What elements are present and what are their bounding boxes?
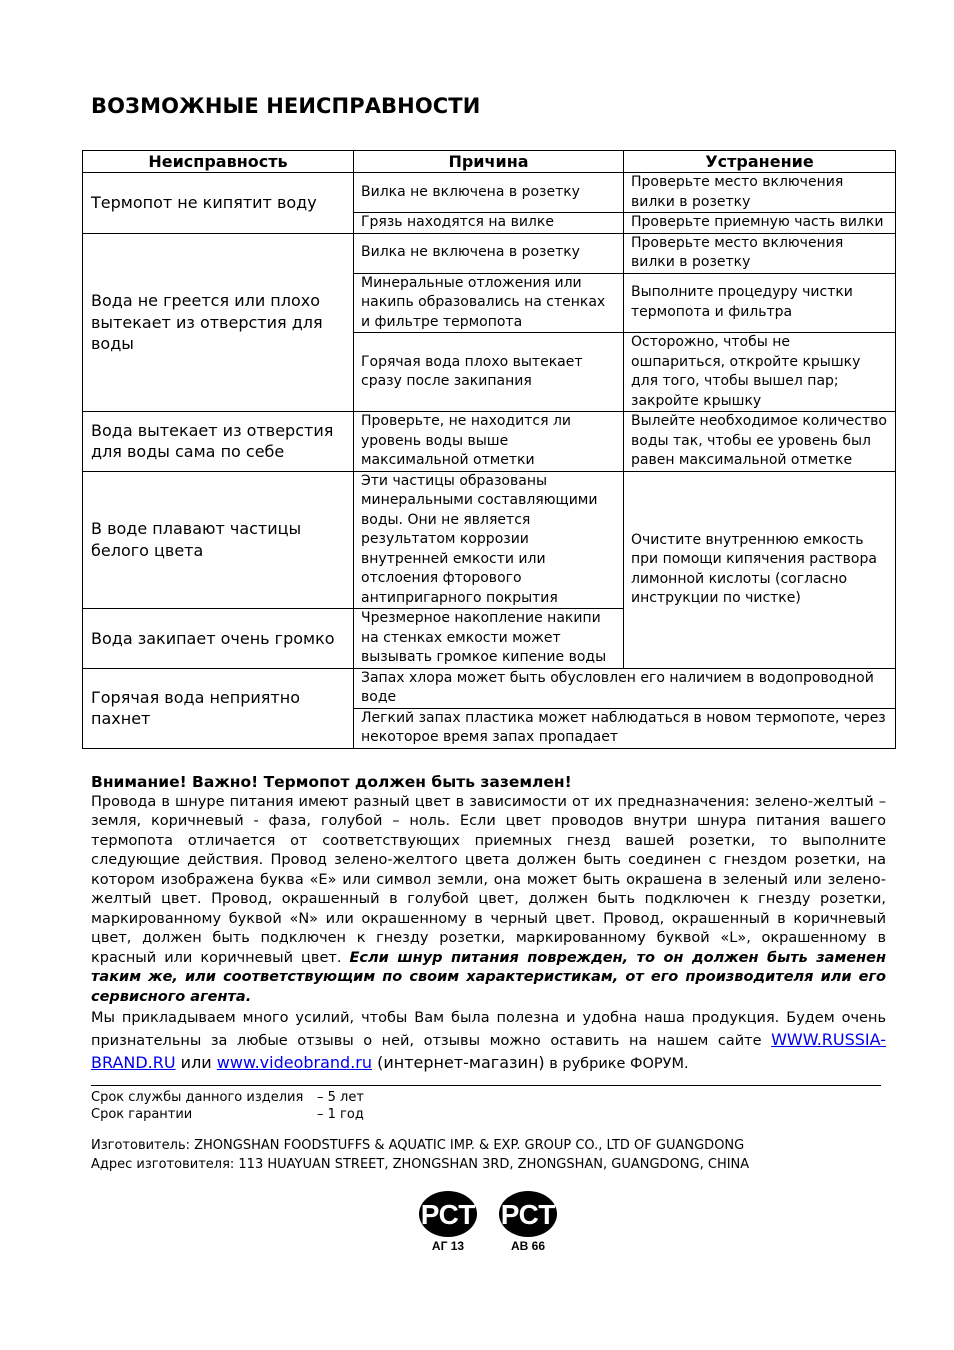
cause-cell: Запах хлора может быть обусловлен его наличием в водопроводной воде [354, 668, 896, 708]
feedback-text: Мы прикладываем много усилий, чтобы Вам была полезна и удобна наша продукция. Будем очень признательны за любые отзывы о ней, отзывы можно оставить на нашем сайте [91, 1010, 886, 1049]
cause-cell: Проверьте, не находится ли уровень воды выше максимальной отметки [354, 412, 624, 472]
manufacturer-info [91, 1137, 749, 1174]
cause-cell: Грязь находятся на вилке [354, 213, 624, 234]
table-row [83, 412, 896, 472]
solution-cell: Осторожно, чтобы не ошпариться, откройте крышку для того, чтобы вышел пар; закройте крышку [624, 333, 896, 412]
column-header-fault: Неисправность [83, 151, 354, 173]
manufacturer-name: Изготовитель: ZHONGSHAN FOODSTUFFS & AQUATIC IMP. & EXP. GROUP CO., LTD OF GUANGDONG [91, 1138, 745, 1153]
fault-cell: Вода вытекает из отверстия для воды сама по себе [83, 412, 354, 472]
table-row [83, 173, 896, 213]
fault-cell: Термопот не кипятит воду [83, 173, 354, 234]
certification-marks [418, 1190, 563, 1258]
cause-cell: Легкий запах пластика может наблюдаться в новом термопоте, через некоторое время запах пропадает [354, 708, 896, 748]
warning-body: Провода в шнуре питания имеют разный цвет в зависимости от их предназначения: зелено-желтый – земля, коричневый - фаза, голубой – ноль. Если цвет проводов внутри шнура питания вашего термопота отличается от соответствующих приемных гнезд вашей розетки, то выполните следующие действия. Провод зелено-желтого цвета должен быть соединен с гнездом розетки, на котором изображена буква «E» или символ земли, она может быть окрашена в зеленый или зелено-желтый цвет. Провод, окрашенный в голубой цвет, должен быть подключен к гнезду розетки, маркированному буквой «N» или окрашенному в черный цвет. Провод, окрашенный в коричневый цвет, должен быть подключен к гнезду розетки, маркированному буквой «L», окрашенному в красный или коричневый цвет. [91, 793, 886, 966]
table-row [83, 233, 896, 273]
feedback-paragraph [91, 1008, 886, 1075]
russia-brand-link[interactable]: WWW.RUSSIA-BRAND.RU [91, 1030, 886, 1072]
column-header-solution: Устранение [624, 151, 896, 173]
cert-code: АВ 66 [510, 1239, 545, 1253]
manufacturer-address: Адрес изготовителя: 113 HUAYUAN STREET, ZHONGSHAN 3RD, ZHONGSHAN, GUANGDONG, CHINA [91, 1156, 750, 1172]
table-row [83, 668, 896, 708]
cert-mark-1 [418, 1190, 478, 1253]
column-header-cause: Причина [354, 151, 624, 173]
divider [91, 1085, 881, 1086]
warning-title: Внимание! Важно! Термопот должен быть заземлен! [91, 773, 572, 791]
cause-cell: Минеральные отложения или накипь образовались на стенках и фильтре термопота [354, 273, 624, 333]
warranty-value: – 1 год [317, 1106, 364, 1122]
table-header-row [83, 151, 896, 173]
feedback-shop: (интернет-магазин) [372, 1053, 545, 1072]
solution-cell: Проверьте место включения вилки в розетку [624, 173, 896, 213]
cert-mark-2 [498, 1190, 558, 1253]
fault-cell: Горячая вода неприятно пахнет [83, 668, 354, 748]
svg-text:РСТ: РСТ [500, 1199, 556, 1230]
faults-table [82, 150, 896, 749]
cert-code: АГ 13 [431, 1239, 465, 1253]
page-title: ВОЗМОЖНЫЕ НЕИСПРАВНОСТИ [91, 94, 481, 118]
service-terms [91, 1090, 364, 1123]
cause-cell: Горячая вода плохо вытекает сразу после закипания [354, 333, 624, 412]
rst-logo-icon [418, 1190, 478, 1238]
grounding-warning [91, 773, 886, 1007]
warning-emphasis: Если шнур питания поврежден, то он должен быть заменен таким же, или соответствующим по своим характеристикам, от его производителя или его сервисного агента. [91, 949, 887, 1005]
cause-cell: Вилка не включена в розетку [354, 233, 624, 273]
cause-cell: Эти частицы образованы минеральными составляющими воды. Они не является результатом коррозии внутренней емкости или отслоения фторового антипригарного покрытия [354, 471, 624, 609]
warning-text [91, 793, 886, 1008]
cause-cell: Чрезмерное накопление накипи на стенках емкости может вызывать громкое кипение воды [354, 609, 624, 669]
videobrand-link[interactable]: www.videobrand.ru [216, 1053, 373, 1072]
fault-cell: Вода закипает очень громко [83, 609, 354, 669]
table-row [83, 471, 896, 609]
feedback-forum: в рубрике ФОРУМ. [544, 1056, 689, 1072]
service-life-label: Срок службы данного изделия [91, 1090, 304, 1105]
cause-cell: Вилка не включена в розетку [354, 173, 624, 213]
rst-logo-icon [498, 1190, 558, 1238]
service-life-row [91, 1090, 364, 1107]
solution-cell: Проверьте место включения вилки в розетку [624, 233, 896, 273]
solution-cell: Выполните процедуру чистки термопота и фильтра [624, 273, 896, 333]
solution-cell: Вылейте необходимое количество воды так, чтобы ее уровень был равен максимальной отметке [624, 412, 896, 472]
service-life-value: – 5 лет [317, 1090, 364, 1105]
fault-cell: Вода не греется или плохо вытекает из отверстия для воды [83, 233, 354, 412]
svg-text:РСТ: РСТ [420, 1199, 476, 1230]
warranty-row [91, 1107, 364, 1124]
solution-cell: Проверьте приемную часть вилки [624, 213, 896, 234]
fault-cell: В воде плавают частицы белого цвета [83, 471, 354, 609]
solution-cell: Очистите внутреннюю емкость при помощи кипячения раствора лимонной кислоты (согласно инструкции по чистке) [624, 471, 896, 668]
warranty-label: Срок гарантии [91, 1106, 193, 1122]
feedback-or: или [175, 1053, 217, 1072]
